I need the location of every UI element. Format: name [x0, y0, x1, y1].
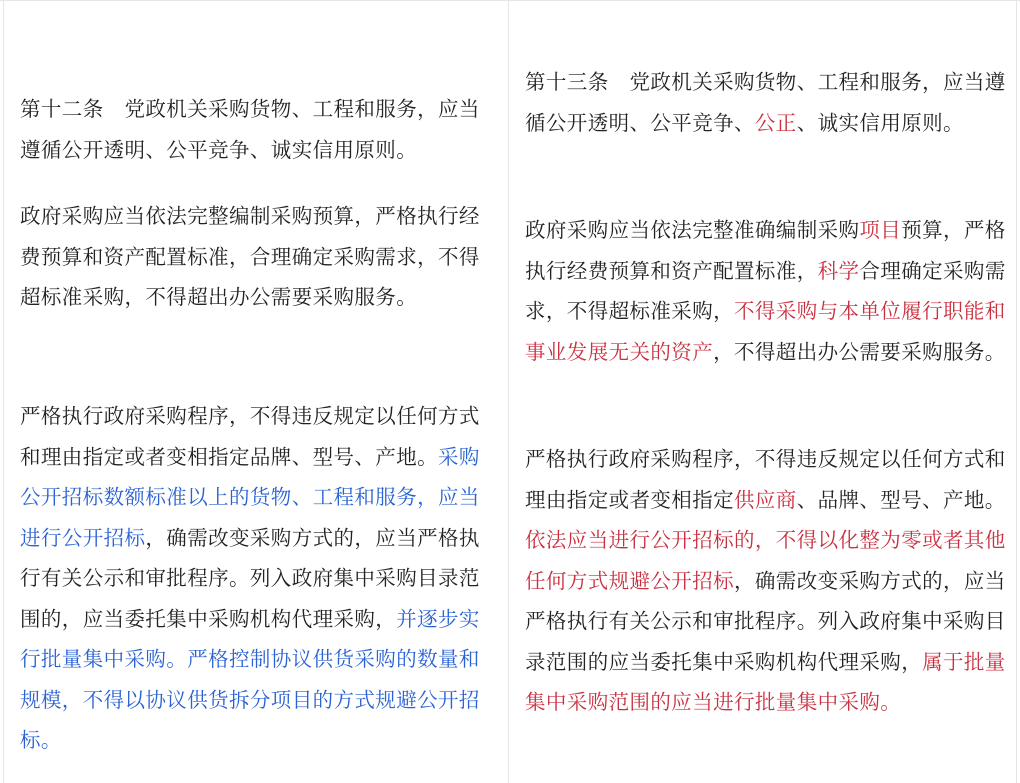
text-run: ，确需改变采购方式的，应当严格执行有关公示和审批程序。列入政府集中采购目录范围的，应当委托集中采购机构代理采购，	[20, 525, 480, 631]
text-run: 预算，严格执行经费预算和资产配置标准，	[525, 218, 1006, 283]
text-run: 第十二条 党政机关采购货物、工程和服务，应当遵循公开透明、公平竞争、诚实信用原则。	[20, 97, 480, 162]
table-left-border	[3, 0, 4, 783]
old-article-12-para-1	[20, 89, 496, 170]
new-article-13-para-1	[525, 62, 1007, 143]
text-run: ，确需改变采购方式的，应当严格执行有关公示和审批程序。列入政府集中采购目录范围的应当委托集中采购机构代理采购，	[525, 568, 1006, 674]
text-run: 、品牌、型号、产地。	[796, 487, 1006, 512]
text-run: 合理确定采购需求，不得超标准采购，	[525, 258, 1006, 323]
text-run: ，不得超出办公需要采购服务。	[713, 339, 1006, 364]
old-article-12-para-3	[20, 396, 496, 761]
text-run: 政府采购应当依法完整编制采购预算，严格执行经费预算和资产配置标准，合理确定采购需求，不得超标准采购，不得超出办公需要采购服务。	[20, 204, 480, 309]
text-run: 严格执行政府采购程序，不得违反规定以任何方式和理由指定或者变相指定	[525, 447, 1006, 512]
added-text-run: 科学	[817, 258, 860, 283]
text-run: 、诚实信用原则。	[796, 110, 964, 135]
deleted-text-run: 采购公开招标数额标准以上的货物、工程和服务，应当进行公开招标	[20, 444, 480, 550]
added-text-run: 项目	[859, 218, 902, 242]
added-text-run: 不得采购与本单位履行职能和事业发展无关的资产	[525, 299, 1006, 364]
column-divider	[508, 0, 509, 783]
added-text-run: 供应商	[734, 487, 797, 512]
text-run: 严格执行政府采购程序，不得违反规定以任何方式和理由指定或者变相指定品牌、型号、产地。	[20, 404, 480, 469]
old-article-12-para-2	[20, 196, 496, 318]
text-run: 政府采购应当依法完整准确编制采购	[525, 218, 860, 242]
new-article-13-para-2	[525, 210, 1007, 372]
new-article-13-para-3	[525, 439, 1007, 723]
added-text-run: 属于批量集中采购范围的应当进行批量集中采购。	[525, 649, 1006, 714]
deleted-text-run: 并逐步实行批量集中采购。严格控制协议供货采购的数量和规模，不得以协议供货拆分项目的方式规避公开招标。	[20, 606, 480, 752]
table-top-border	[0, 0, 1020, 1]
added-text-run: 公正	[754, 110, 797, 135]
table-right-border	[1016, 0, 1017, 783]
text-run: 第十三条 党政机关采购货物、工程和服务，应当遵循公开透明、公平竞争、	[525, 70, 1006, 135]
added-text-run: 依法应当进行公开招标的，不得以化整为零或者其他任何方式规避公开招标	[525, 528, 1006, 593]
